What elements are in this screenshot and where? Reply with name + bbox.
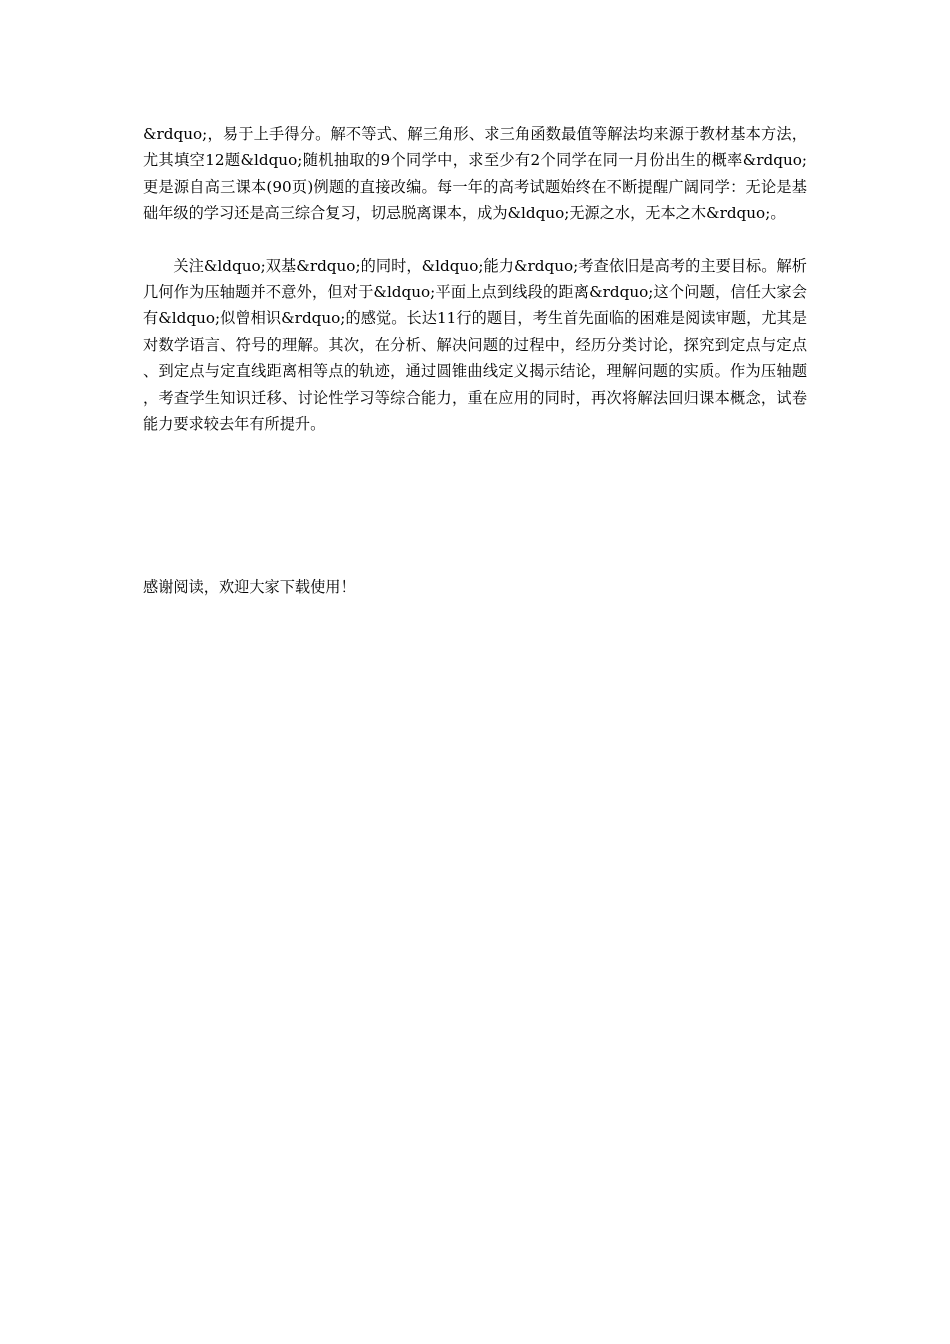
closing-message: 感谢阅读，欢迎大家下载使用！ <box>143 578 356 596</box>
paragraph-ability-assessment: 关注&ldquo;双基&rdquo;的同时，&ldquo;能力&rdquo;考查依旧是高考的主要目标。解析几何作为压轴题并不意外，但对于&ldquo;平面上点到线段的距离&rdquo;这个问题，信任大家会有&ldquo;似曾相识&rdquo;的感觉。长达11行的题目，考生首先面临的困难是阅读审题，尤其是对数学语言、符号的理解。其次，在分析、解决问题的过程中，经历分类讨论，探究到定点与定点、到定点与定直线距离相等点的轨迹，通过圆锥曲线定义揭示结论，理解问题的实质。作为压轴题，考查学生知识迁移、讨论性学习等综合能力，重在应用的同时，再次将解法回归课本概念，试卷能力要求较去年有所提升。 <box>143 256 807 434</box>
paragraph-textbook-basis: &rdquo;，易于上手得分。解不等式、解三角形、求三角函数最值等解法均来源于教材基本方法，尤其填空12题&ldquo;随机抽取的9个同学中，求至少有2个同学在同一月份出生的概率&rdquo;更是源自高三课本(90页)例题的直接改编。每一年的高考试题始终在不断提醒广阔同学：无论是基础年级的学习还是高三综合复习，切忌脱离课本，成为&ldquo;无源之水，无本之木&rdquo;。 <box>143 125 807 223</box>
document-body <box>143 121 807 437</box>
